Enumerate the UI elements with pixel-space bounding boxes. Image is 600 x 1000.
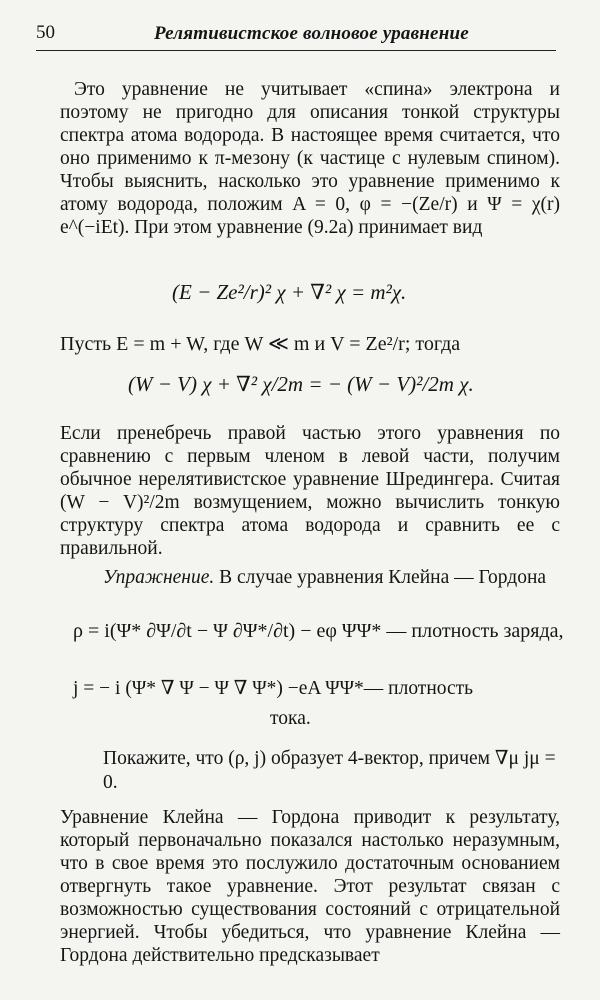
equation-nonrelativistic-form: (W − V) χ + ∇² χ/2m = − (W − V)²/2m χ. bbox=[128, 372, 474, 396]
charge-density-equation: ρ = i(Ψ* ∂Ψ/∂t − Ψ ∂Ψ*/∂t) − eφ ΨΨ* — плотность заряда, bbox=[73, 620, 564, 642]
page-number: 50 bbox=[36, 22, 55, 43]
paragraph-schrodinger: Если пренебречь правой частью этого уравнения по сравнению с первым членом в левой части, получим обычное нерелятивистское уравнение Шредингера. Считая (W − V)²/2m возмущением, можно вычислить тонкую структуру спектра атома водорода и сравнить ее с правильной. bbox=[60, 423, 560, 559]
paragraph-intro: Это уравнение не учитывает «спина» электрона и поэтому не пригодно для описания тонкой структуры спектра атома водорода. В настоящее время считается, что оно применимо к π-мезону (к частице с нулевым спином). Чтобы выяснить, насколько это уравнение применимо к атому водорода, положим A = 0, φ = −(Ze/r) и Ψ = χ(r) e^(−iEt). При этом уравнение (9.2a) принимает вид bbox=[60, 79, 560, 238]
substitution-line: Пусть E = m + W, где W ≪ m и V = Ze²/r; тогда bbox=[60, 333, 461, 355]
running-header bbox=[36, 22, 556, 51]
current-density-tail: тока. bbox=[270, 708, 311, 729]
current-density-equation: j = − i (Ψ* ∇ Ψ − Ψ ∇ Ψ*) −eA ΨΨ*— плотность bbox=[73, 678, 474, 699]
paragraph-negative-energy: Уравнение Клейна — Гордона приводит к результату, который первоначально показался настолько неразумным, что в свое время это послужило достаточным основанием отвергнуть такое уравнение. Этот результат связан с возможностью существования состояний с отрицательной энергией. Чтобы убедиться, что уравнение Клейна — Гордона действительно предсказывает bbox=[60, 807, 560, 966]
exercise-heading bbox=[73, 566, 563, 590]
exercise-text: В случае уравнения Клейна — Гордона bbox=[219, 567, 547, 588]
equation-klein-gordon-hydrogen: (E − Ze²/r)² χ + ∇² χ = m²χ. bbox=[172, 280, 407, 304]
running-title: Релятивистское волновое уравнение bbox=[154, 23, 469, 44]
exercise-label: Упражнение. bbox=[103, 567, 215, 588]
exercise-task: Покажите, что (ρ, j) образует 4-вектор, причем ∇μ jμ = 0. bbox=[103, 748, 556, 793]
